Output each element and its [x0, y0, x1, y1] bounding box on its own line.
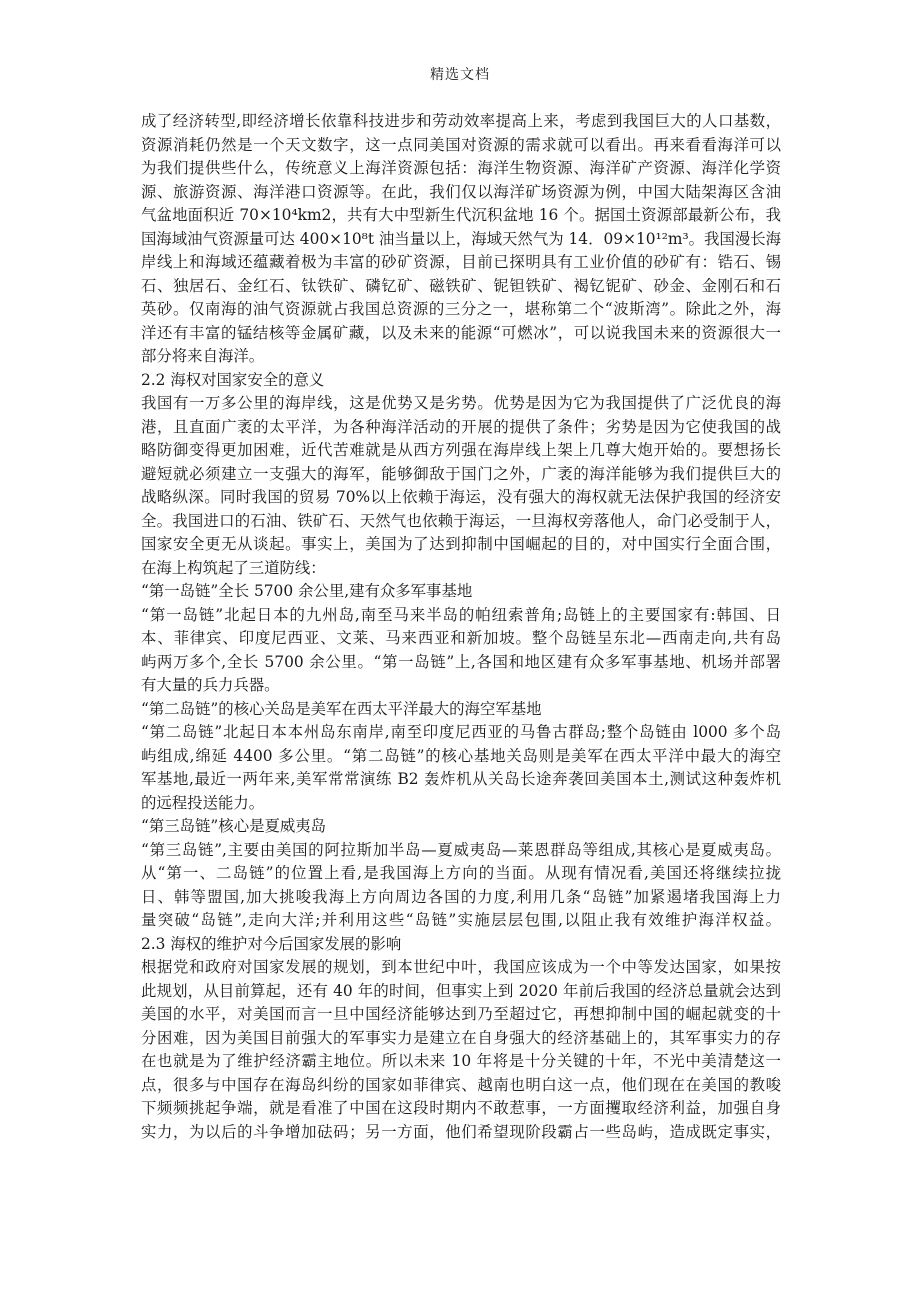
text-line: 国家安全更无从谈起。事实上，美国为了达到抑制中国崛起的目的，对中国实行全面合围，: [141, 535, 781, 553]
text-line: 本、菲律宾、印度尼西亚、文莱、马来西亚和新加坡。整个岛链呈东北—西南走向,共有岛: [141, 629, 781, 647]
text-line: 此规划，从目前算起，还有 40 年的时间，但事实上到 2020 年前后我国的经济总量就会达到: [141, 981, 781, 1000]
text-line: 避短就必须建立一支强大的海军，能够御敌于国门之外，广袤的海洋能够为我们提供巨大的: [141, 464, 781, 483]
text-line: 军基地,最近一两年来,美军常常演练 B2 轰炸机从关岛长途奔袭回美国本土,测试这种轰炸机: [141, 770, 781, 788]
text-line: “第三岛链”,主要由美国的阿拉斯加半岛—夏威夷岛—莱恩群岛等组成,其核心是夏威夷岛。: [141, 840, 781, 859]
text-line: 石、独居石、金红石、钛铁矿、磷钇矿、磁铁矿、铌钽铁矿、褐钇铌矿、砂金、金刚石和石: [141, 276, 781, 295]
text-line: 资源消耗仍然是一个天文数字，这一点同美国对资源的需求就可以看出。再来看看海洋可以: [141, 135, 781, 154]
document-body: [141, 110, 781, 1144]
page-header: 精选文档: [430, 67, 490, 83]
text-line: “第二岛链”的核心关岛是美军在西太平洋最大的海空军基地: [141, 699, 542, 718]
text-line: 日、韩等盟国,加大挑唆我海上方向周边各国的力度,利用几条“岛链”加紧遏堵我国海上力: [141, 887, 781, 906]
text-line: 有大量的兵力兵器。: [141, 676, 280, 694]
text-line: 屿两万多个,全长 5700 余公里。“第一岛链”上,各国和地区建有众多军事基地、机场并部署: [141, 652, 781, 671]
text-line: 分困难，因为美国目前强大的军事实力是建立在自身强大的经济基础上的，其军事实力的存: [141, 1028, 781, 1047]
text-line: 英砂。仅南海的油气资源就占我国总资源的三分之一，堪称第二个“波斯湾”。除此之外，海: [141, 300, 781, 318]
text-line: 实力，为以后的斗争增加砝码；另一方面，他们希望现阶段霸占一些岛屿，造成既定事实，: [141, 1122, 781, 1141]
text-line: “第二岛链”北起日本本州岛东南岸,南至印度尼西亚的马鲁古群岛;整个岛链由 l000 多个岛: [141, 723, 781, 741]
text-line: 源、旅游资源、海洋港口资源等。在此，我们仅以海洋矿场资源为例，中国大陆架海区含油: [141, 182, 781, 201]
text-line: 2.2 海权对国家安全的意义: [141, 370, 325, 389]
text-line: 在也就是为了维护经济霸主地位。所以未来 10 年将是十分关键的十年，不光中美清楚这一: [141, 1052, 781, 1070]
text-line: 点，很多与中国存在海岛纠纷的国家如菲律宾、越南也明白这一点，他们现在在美国的教唆: [141, 1075, 781, 1094]
text-line: 量突破“岛链”,走向大洋;并利用这些“岛链”实施层层包围,以阻止我有效维护海洋权益。: [141, 911, 781, 929]
text-line: 洋还有丰富的锰结核等金属矿藏，以及未来的能源“可燃冰”，可以说我国未来的资源很大一: [141, 323, 781, 342]
text-line: 根据党和政府对国家发展的规划，到本世纪中叶，我国应该成为一个中等发达国家，如果按: [141, 958, 781, 976]
text-line: 屿组成,绵延 4400 多公里。“第二岛链”的核心基地关岛则是美军在西太平洋中最大的海空: [141, 746, 781, 765]
text-line: 2.3 海权的维护对今后国家发展的影响: [141, 934, 402, 953]
text-line: 战略纵深。同时我国的贸易 70%以上依赖于海运，没有强大的海权就无法保护我国的经济安: [141, 488, 781, 506]
text-line: “第一岛链”北起日本的九州岛,南至马来半岛的帕纽索普角;岛链上的主要国家有:韩国、日: [141, 605, 781, 624]
text-line: 国海域油气资源量可达 400×10⁸t 油当量以上，海域天然气为 14．09×10¹²m³。我国漫长海: [141, 229, 781, 248]
text-line: 我国有一万多公里的海岸线，这是优势又是劣势。优势是因为它为我国提供了广泛优良的海: [141, 394, 781, 412]
text-line: 全。我国进口的石油、铁矿石、天然气也依赖于海运，一旦海权旁落他人，命门必受制于人，: [141, 511, 781, 530]
text-line: 岸线上和海域还蕴藏着极为丰富的砂矿资源，目前已探明具有工业价值的砂矿有：锆石、锡: [141, 253, 781, 271]
text-line: 略防御变得更加困难，近代苦难就是从西方列强在海岸线上架上几尊大炮开始的。要想扬长: [141, 441, 781, 459]
text-line: 港，且直面广袤的太平洋，为各种海洋活动的开展的提供了条件；劣势是因为它使我国的战: [141, 417, 781, 436]
text-line: “第三岛链”核心是夏威夷岛: [141, 817, 327, 835]
text-line: 美国的水平，对美国而言一旦中国经济能够达到乃至超过它，再想抑制中国的崛起就变的十: [141, 1005, 781, 1023]
text-line: “第一岛链”全长 5700 余公里,建有众多军事基地: [141, 582, 473, 600]
text-line: 部分将来自海洋。: [141, 347, 265, 365]
text-line: 从“第一、二岛链”的位置上看,是我国海上方向的当面。从现有情况看,美国还将继续拉拢: [141, 864, 781, 882]
text-line: 在海上构筑起了三道防线：: [141, 558, 326, 577]
text-line: 下频频挑起争端，就是看准了中国在这段时期内不敢惹事，一方面攫取经济利益，加强自身: [141, 1099, 781, 1117]
text-line: 成了经济转型,即经济增长依靠科技进步和劳动效率提高上来，考虑到我国巨大的人口基数，: [141, 112, 781, 130]
text-line: 为我们提供些什么，传统意义上海洋资源包括：海洋生物资源、海洋矿产资源、海洋化学资: [141, 159, 781, 177]
text-line: 气盆地面积近 70×10⁴km2，共有大中型新生代沉积盆地 16 个。据国土资源部最新公布，我: [141, 206, 781, 224]
text-line: 的远程投送能力。: [141, 793, 265, 812]
